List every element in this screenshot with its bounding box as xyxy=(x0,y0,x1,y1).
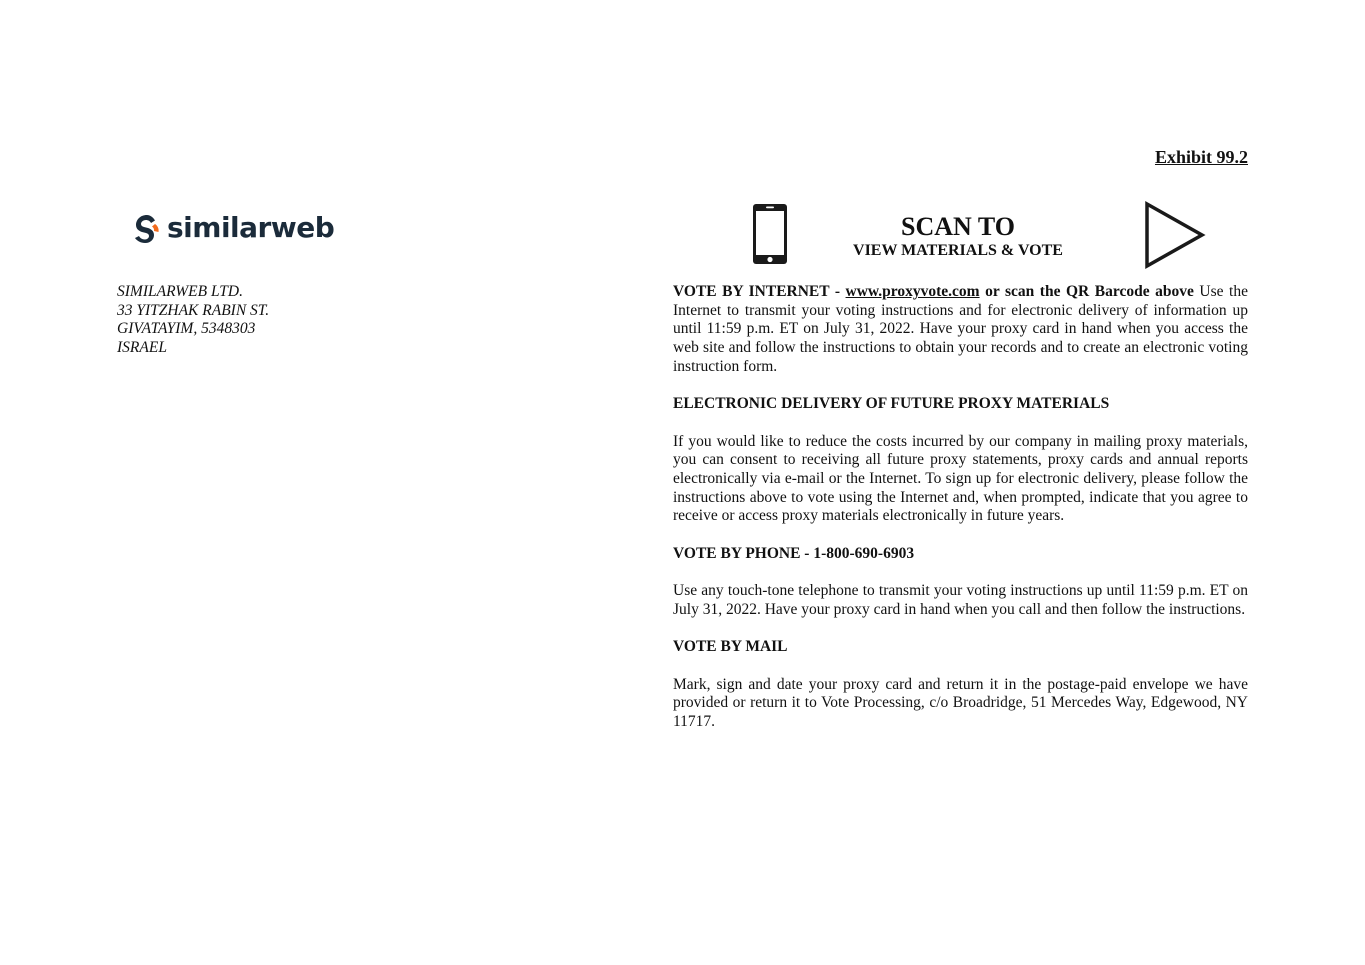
address-line: GIVATAYIM, 5348303 xyxy=(117,320,256,338)
vote-by-internet-lead: VOTE BY INTERNET - xyxy=(673,283,846,300)
address-line: SIMILARWEB LTD. xyxy=(117,283,243,300)
address-line: ISRAEL xyxy=(117,339,167,357)
proxyvote-link[interactable]: www.proxyvote.com xyxy=(845,283,980,300)
scan-title: SCAN TO xyxy=(901,212,1015,241)
qr-barcode-text: or scan the QR Barcode above xyxy=(979,283,1194,300)
smartphone-icon xyxy=(752,203,788,265)
similarweb-logo-mark-icon xyxy=(133,213,161,243)
electronic-delivery-body: If you would like to reduce the costs incurred by our company in mailing proxy materials, you can consent to receiving all future proxy statements, proxy cards and annual reports electronically via e-mail or the Internet. To sign up for electronic delivery, please follow the instructions above to vote using the Internet and, when prompted, indicate that you agree to receive or access proxy materials electronically in future years. xyxy=(673,432,1248,525)
scan-heading xyxy=(820,213,1096,261)
logo-wordmark: similarweb xyxy=(167,211,335,244)
address-line: 33 YITZHAK RABIN ST. xyxy=(117,301,270,319)
vote-by-phone-body: Use any touch-tone telephone to transmit your voting instructions up until 11:59 p.m. ET on July 31, 2022. Have your proxy card in hand when you call and then follow the instructions. xyxy=(673,582,1248,618)
scan-subtitle: VIEW MATERIALS & VOTE xyxy=(853,242,1063,259)
vote-by-internet-paragraph xyxy=(673,283,1248,377)
exhibit-label: Exhibit 99.2 xyxy=(1154,147,1248,167)
company-address xyxy=(117,283,269,358)
electronic-delivery-heading: ELECTRONIC DELIVERY OF FUTURE PROXY MATERIALS xyxy=(673,395,1110,413)
play-arrow-icon xyxy=(1144,201,1206,269)
company-logo xyxy=(133,213,334,243)
vote-by-phone-heading: VOTE BY PHONE - 1-800-690-6903 xyxy=(673,544,915,562)
voting-instructions xyxy=(673,283,1248,732)
vote-by-mail-heading: VOTE BY MAIL xyxy=(673,638,788,656)
vote-by-mail-body: Mark, sign and date your proxy card and return it in the postage-paid envelope we have provided or return it to Vote Processing, c/o Broadridge, 51 Mercedes Way, Edgewood, NY 11717. xyxy=(673,675,1248,731)
vote-by-internet-body: Use the Internet to transmit your voting instructions and for electronic delivery of information up until 11:59 p.m. ET on July 31, 2022. Have your proxy card in hand when you access the web site and follow the instructions to obtain your records and to create an electronic voting instruction form. xyxy=(673,283,1248,375)
